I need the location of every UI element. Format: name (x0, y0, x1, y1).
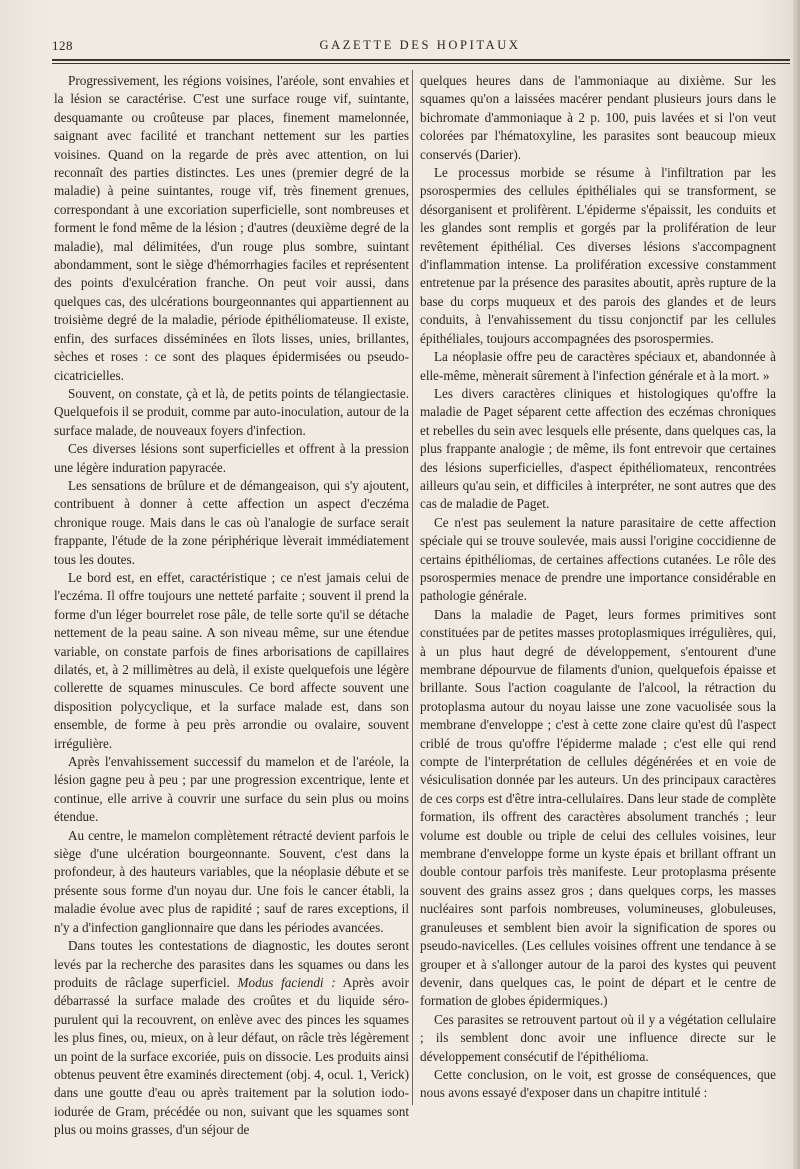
paragraph: Progressivement, les régions voisines, l'aréole, sont envahies et la lésion se caractérise. C'est une surface rouge vif, suintante, desquamante ou croûteuse par places, finement mamelonnée, saignant avec facilité et tranchant nettement sur les parties voisines. Quand on la regarde de près avec attention, on lui reconnaît des parties distinctes. Les unes (premier degré de la maladie) à peine suintantes, rouge vif, très finement grenues, correspondant à une excoriation superficielle, sont nombreuses et forment le fond même de la lésion ; d'autres (deuxième degré de la maladie), mal délimitées, d'un rouge plus sombre, suintant abondamment, sont le siège d'hémorrhagies faciles et représentent des points d'exulcération franche. On peut voir aussi, dans quelques cas, des ulcérations bourgeonnantes qui appartiennent au troisième degré de la maladie, période épithéliomateuse. Il existe, enfin, des surfaces disséminées en îlots lisses, unies, brillantes, sèches et roses : ce sont des plaques épidermisées ou pseudo-cicatricielles. (54, 73, 409, 383)
right-column (420, 72, 776, 1103)
paragraph: Ces parasites se retrouvent partout où il y a végétation cellulaire ; ils semblent donc avoir une influence directe sur le développement consécutif de l'épithélioma. (420, 1011, 776, 1064)
paragraph: Le processus morbide se résume à l'infiltration par les psorospermies des cellules épithéliales qui se transforment, se désorganisent et prolifèrent. L'épiderme s'épaissit, les conduits et les glandes sont remplis et gorgés par la prolifération de leur revêtement épithélial. Ces diverses lésions s'accompagnent d'inflammation intense. La prolifération excessive constamment entretenue par la présence des parasites aboutit, après rupture de la base du corps muqueux et des parois des glandes et de leurs conduits, à l'envahissement du tissu conjonctif par les cellules épithéliales, toujours accompagnées des psorospermies. (420, 165, 776, 346)
paragraph: Les divers caractères cliniques et histologiques qu'offre la maladie de Paget séparent cette affection des eczémas chroniques et rebelles du sein avec lesquels elle présente, dans quelques cas, la plus frappante analogie ; de même, ils font entrevoir que certaines des lésions superficielles, d'aspect épithéliomateux, rencontrées ailleurs qu'au sein, et difficiles à interpréter, ne sont autres que des cas de maladie de Paget. (420, 385, 776, 512)
page-number: 128 (52, 38, 73, 53)
page-edge-shadow (793, 0, 800, 1169)
journal-title: GAZETTE DES HOPITAUX (319, 38, 521, 52)
paragraph: Cette conclusion, on le voit, est grosse de conséquences, que nous avons essayé d'exposer dans un chapitre intitulé : (420, 1066, 776, 1101)
paragraph-text: Après avoir débarrassé la surface malade des croûtes et du liquide séro-purulent qui la recouvrent, on enlève avec des pinces les squames les plus fines, ou, mieux, on à leur défaut, on râcle très légèrement un point de la surface excoriée, puis on dissocie. Les produits ainsi obtenus peuvent être examinés directement (obj. 4, ocul. 1, Verick) dans une goutte d'eau ou après traitement par la solution iodo-iodurée de Gram, précédée ou non, suivant que les squames sont plus ou moins grasses, d'un séjour de (54, 974, 409, 1138)
header-rule-thin (52, 63, 790, 64)
page-header (50, 38, 790, 58)
column-divider (412, 70, 413, 1105)
paragraph: quelques heures dans de l'ammoniaque au dixième. Sur les squames qu'on a laissées macérer pendant plusieurs jours dans le bichromate d'ammoniaque à 2 p. 100, puis lavées et si l'on veut colorées par l'hématoxyline, les parasites sont beaucoup mieux conservés (Darier). (420, 73, 776, 162)
paragraph: Ces diverses lésions sont superficielles et offrent à la pression une légère induration papyracée. (54, 441, 409, 475)
paragraph: La néoplasie offre peu de caractères spéciaux et, abandonnée à elle-même, mènerait sûrement à l'infection générale et à la mort. » (420, 349, 776, 383)
paragraph: Au centre, le mamelon complètement rétracté devient parfois le siège d'une ulcération bourgeonnante. Souvent, c'est dans la profondeur, à des hauteurs variables, que la néoplasie débute et se présente sous forme d'un noyau dur. Une fois le cancer établi, la maladie évolue avec plus de rapidité ; sauf de rares exceptions, il n'y a d'infection ganglionnaire que dans les périodes avancées. (54, 827, 409, 935)
paragraph-modus-faciendi (54, 937, 409, 1139)
left-column (54, 72, 409, 1140)
paragraph: Le bord est, en effet, caractéristique ; ce n'est jamais celui de l'eczéma. Il offre toujours une netteté parfaite ; souvent il prend la forme d'un léger bourrelet rose pâle, de telle sorte qu'il se détache nettement de la peau saine. A son niveau même, sur une étendue variable, on constate parfois de fines arborisations de capillaires dilatés, et, à 2 millimètres au delà, il existe quelquefois une légère collerette de squames minuscules. Ce bord affecte souvent une disposition polycyclique, et la surface malade est, dans son ensemble, de forme à peu près arrondie ou ovalaire, souvent irrégulière. (54, 569, 409, 751)
paragraph: Ce n'est pas seulement la nature parasitaire de cette affection spéciale qui se trouve soulevée, mais aussi l'origine coccidienne de certains épithéliomas, de certaines affections cutanées. Le rôle des psorospermies menace de prendre une importance considérable en pathologie générale. (420, 514, 776, 604)
paragraph: Dans la maladie de Paget, leurs formes primitives sont constituées par de petites masses protoplasmiques irrégulières, qui, à un plus haut degré de développement, s'entourent d'une membrane dépourvue de filaments d'union, quelquefois épaisse et brillante. Sous l'action coagulante de l'alcool, la rétraction du protoplasma autour du noyau laisse une zone vacuolisée sous la membrane d'enveloppe ; c'est à cette zone claire qu'est dû l'aspect criblé de trous qu'offre l'épiderme malade ; c'est elle qui rend compte de l'interprétation de cellules dégénérées et en voie de vésiculisation donnée par les auteurs. Un des principaux caractères de ces corps est d'être intra-cellulaires. Dans leur stade de complète formation, ils offrent des caractères absolument tranchés ; leur volume est double ou triple de celui des cellules voisines, leur membrane d'enveloppe forme un kyste épais et brillant offrant un double contour parfois très manifeste. Leur protoplasma présente souvent des grains assez gros ; dans quelques corps, les masses nucléaires sont parfois nombreuses, volumineuses, globuleuses, granuleuses et semblent bien avoir la signification de spores ou pseudo-navicelles. (Les cellules voisines offrent une tendance à se grouper et à s'allonger autour de la paroi des kystes qui peuvent devenir, dans quelques cas, le point de départ et le centre de formation de globes épidermiques.) (420, 606, 776, 1009)
paragraph-text: Dans toutes les contestations de diagnostic, les doutes seront levés par la recherche des parasites dans les squames ou dans les produits de râclage superficiel. (54, 938, 409, 990)
paragraph: Après l'envahissement successif du mamelon et de l'aréole, la lésion gagne peu à peu ; par une progression excentrique, lente et continue, elle arrive à couvrir une surface du sein plus ou moins étendue. (54, 754, 409, 825)
paragraph: Les sensations de brûlure et de démangeaison, qui s'y ajoutent, contribuent à donner à cette affection un aspect d'eczéma chronique rouge. Mais dans le cas où l'analogie de surface serait frappante, l'étude de la zone périphérique lèverait immédiatement tous les doutes. (54, 477, 409, 567)
paragraph: Souvent, on constate, çà et là, de petits points de télangiectasie. Quelquefois il se produit, comme par auto-inoculation, autour de la surface malade, de nouveaux foyers d'infection. (54, 385, 409, 438)
modus-faciendi-label: Modus faciendi : (237, 974, 336, 990)
header-rule-thick (52, 59, 790, 61)
